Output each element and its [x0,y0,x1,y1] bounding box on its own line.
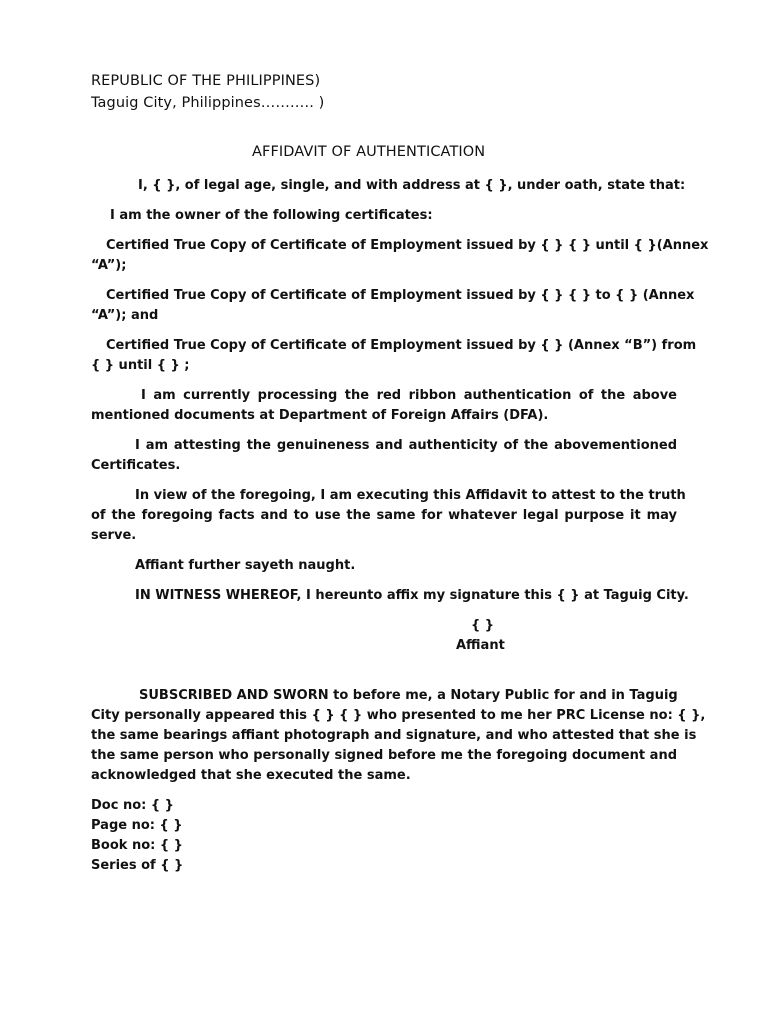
jurat-line-4: the same person who personally signed before me the foregoing document and [91,748,677,763]
processing-line-1: I am currently processing the red ribbon authentication of the above [141,388,677,403]
certificate-3-line-1: Certified True Copy of Certificate of Employment issued by { } (Annex “B”) from [106,338,697,353]
jurat-line-1: SUBSCRIBED AND SWORN to before me, a Notary Public for and in Taguig [139,688,678,703]
document-title: AFFIDAVIT OF AUTHENTICATION [252,144,486,160]
attesting-line-1: I am attesting the genuineness and authenticity of the abovementioned [135,438,677,453]
header-city: Taguig City, Philippines……….. ) [91,95,325,111]
processing-line-2: mentioned documents at Department of Foreign Affairs (DFA). [91,408,549,423]
jurat-line-5: acknowledged that she executed the same. [91,768,411,783]
jurat-line-2: City personally appeared this { } { } who presented to me her PRC License no: { }, [91,708,706,723]
foregoing-line-2: of the foregoing facts and to use the same for whatever legal purpose it may [91,508,677,523]
owner-statement: I am the owner of the following certificates: [110,208,433,223]
series-number: Series of { } [91,858,184,873]
attesting-line-2: Certificates. [91,458,181,473]
certificate-2-line-1: Certified True Copy of Certificate of Employment issued by { } { } to { } (Annex [106,288,695,303]
doc-number: Doc no: { } [91,798,174,813]
foregoing-line-1: In view of the foregoing, I am executing this Affidavit to attest to the truth [135,488,686,503]
certificate-1-line-1: Certified True Copy of Certificate of Employment issued by { } { } until { }(Annex [106,238,709,253]
foregoing-line-3: serve. [91,528,137,543]
signature-name: { } [471,618,495,633]
witness-statement: IN WITNESS WHEREOF, I hereunto affix my signature this { } at Taguig City. [135,588,689,603]
signature-label: Affiant [456,638,505,653]
certificate-3-line-2: { } until { } ; [91,358,190,373]
intro-paragraph: I, { }, of legal age, single, and with address at { }, under oath, state that: [138,178,686,193]
certificate-2-line-2: “A”); and [91,308,159,323]
certificate-1-line-2: “A”); [91,258,127,273]
jurat-line-3: the same bearings affiant photograph and signature, and who attested that she is [91,728,697,743]
header-republic: REPUBLIC OF THE PHILIPPINES) [91,73,321,89]
book-number: Book no: { } [91,838,183,853]
naught-statement: Affiant further sayeth naught. [135,558,356,573]
page-number: Page no: { } [91,818,183,833]
